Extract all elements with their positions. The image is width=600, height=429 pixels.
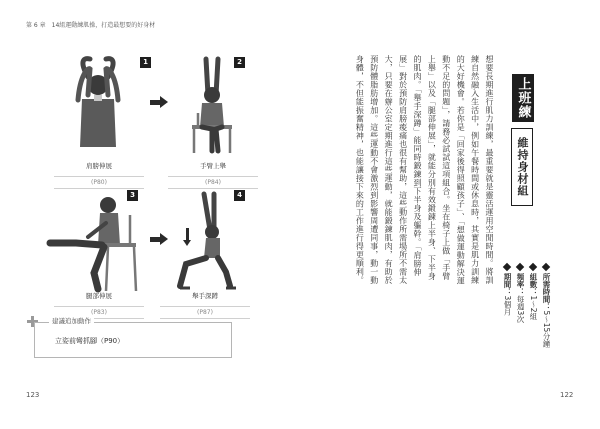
body-text: 想要長期進行肌力訓練，最重要就是靈活運用空閒時間。將訓練自然融入生活中，例如午餐時間或休息時，其實是肌力訓練的大好機會。若你是「回家後得照顧孩子」、「想做運動解決運動不足的問題」，請務必試試這項組合。坐在椅子上做「手臂上舉」以及「腿部伸展」，就能分別有效鍛鍊上半身、下半身的肌肉。「舉手深蹲」能同時鍛鍊到下半身及軀幹。「肩膀伸展」對於預防肩膀痠痛也很有幫助，這些動作所需場所不需太大，只要在辦公室定期進行這些運動，就能鍛鍊肌肉，有助於預防體脂肪增加。這些運動不會激烈到影響周遭同事，動一動身體，不但能振奮精神，也能讓接下來的工作進行得更順利。 [355, 55, 494, 285]
spec-time [540, 264, 552, 347]
suggested-move-box [34, 317, 232, 358]
arrow-right-head [160, 233, 168, 245]
arrow-down-head [183, 240, 191, 246]
spec-frequency [514, 264, 526, 323]
step-2-page-ref: ( P84 ) [168, 176, 258, 189]
step-1-caption [54, 160, 144, 189]
suggested-move-text: 立姿前彎抓腳（P90） [55, 337, 125, 345]
spec-period-label: 期間： [503, 273, 512, 296]
spec-sets [527, 264, 539, 320]
arrow-down-icon [186, 228, 189, 240]
step-number-3: 3 [127, 190, 138, 201]
spec-period [501, 264, 513, 315]
step-4-caption [160, 290, 250, 319]
step-1-page-ref: ( P80 ) [54, 176, 144, 189]
step-2-name: 手臂上舉 [200, 162, 226, 170]
spec-sets-value: 1～2組 [529, 295, 538, 321]
step-number-4: 4 [234, 190, 245, 201]
spec-time-value: 5～15分鐘 [542, 310, 551, 348]
step-number-1: 1 [140, 57, 151, 68]
spec-period-value: 3個月 [503, 295, 512, 316]
diamond-bullet-icon [516, 263, 524, 271]
step-3-caption [54, 290, 144, 319]
arrow-right-icon [150, 100, 160, 105]
diamond-bullet-icon [542, 263, 550, 271]
step-2-caption [168, 160, 258, 189]
step-3-name: 腿部伸展 [86, 292, 112, 300]
section-subtitle: 維持身材組 [511, 128, 533, 206]
leg-stretch-figure [46, 193, 141, 293]
step-number-2: 2 [234, 57, 245, 68]
page-number-right: 122 [560, 391, 574, 399]
diamond-bullet-icon [503, 263, 511, 271]
raised-arm-squat-figure [170, 190, 240, 290]
arrow-right-head [160, 96, 168, 108]
shoulder-stretch-figure [58, 55, 138, 150]
arrow-right-icon [150, 237, 160, 242]
spec-frequency-label: 頻率： [516, 273, 525, 296]
step-3-page-ref: ( P83 ) [54, 306, 144, 319]
section-title: 上班練 [512, 74, 534, 122]
page-number-left: 123 [26, 391, 40, 399]
chapter-header: 第 6 章 14組運動練肌操，打造最想要的好身材 [26, 22, 156, 29]
suggested-move-tag: 建議追加動作 [49, 316, 94, 325]
step-1-name: 肩膀伸展 [86, 162, 112, 170]
spec-frequency-value: 每週3次 [516, 295, 525, 323]
step-4-name: 舉手深蹲 [192, 292, 218, 300]
spec-sets-label: 組數： [529, 273, 538, 296]
diamond-bullet-icon [529, 263, 537, 271]
step-4-page-ref: ( P87 ) [160, 306, 250, 319]
arm-raise-figure [178, 55, 248, 155]
spec-time-label: 所需時間： [542, 273, 551, 311]
